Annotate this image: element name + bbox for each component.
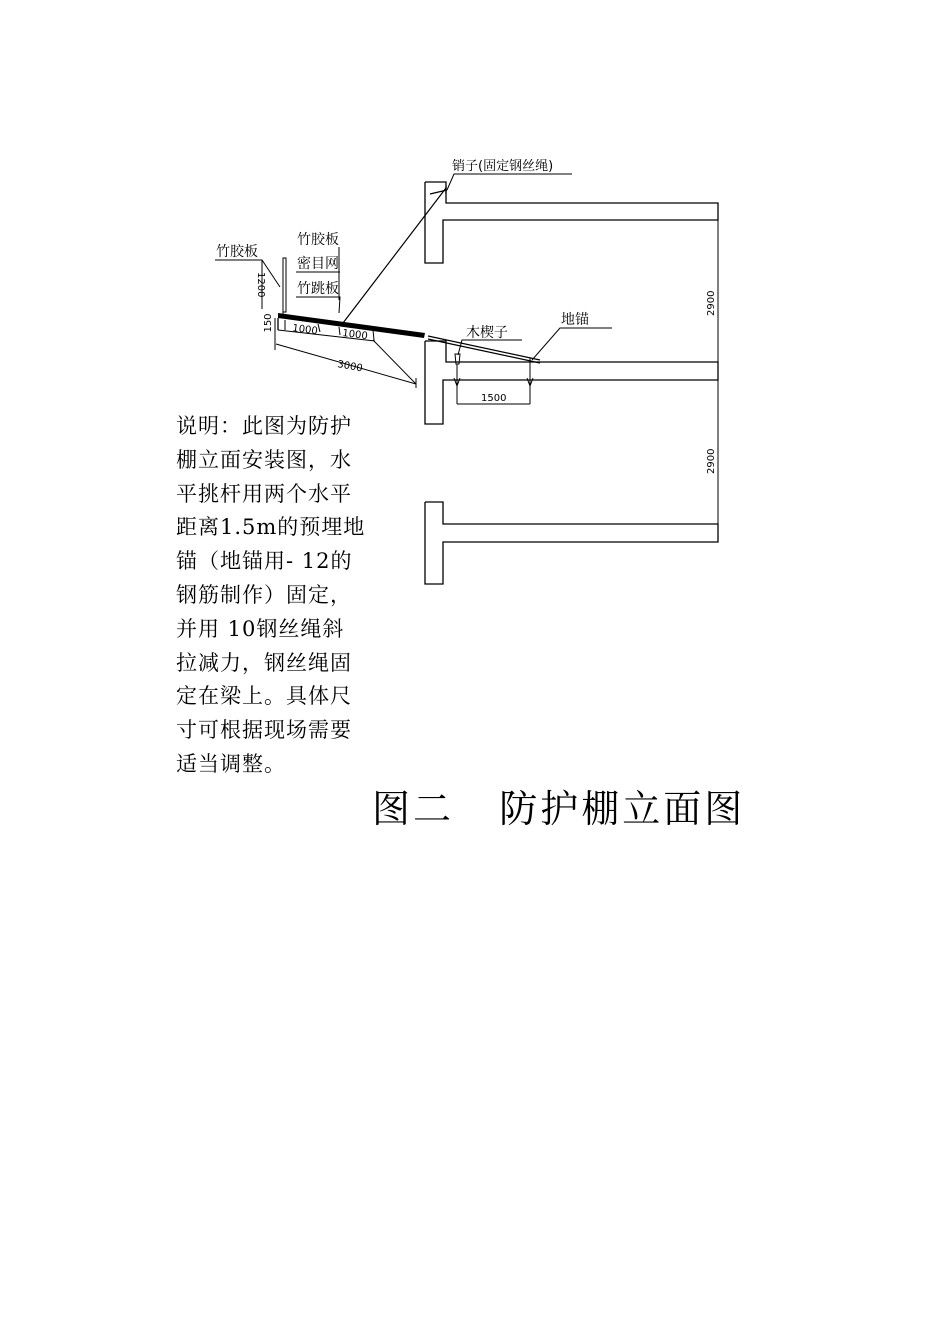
dim-text-2900-top: 2900 xyxy=(706,290,717,316)
note-line: 钢筋制作）固定， xyxy=(176,582,352,607)
dim-text-1500: 1500 xyxy=(481,393,507,404)
dim-text-1000b: 1000 xyxy=(341,328,369,343)
note-line: 拉减力，钢丝绳固 xyxy=(176,650,352,675)
steel-wire-rope xyxy=(343,188,446,323)
dim-text-3000: 3000 xyxy=(336,359,364,375)
note-line: 距离1.5m的预埋地 xyxy=(176,515,366,540)
label-ground-anchor: 地锚 xyxy=(561,312,589,328)
installation-note xyxy=(176,410,386,782)
leader-pin xyxy=(447,174,572,190)
label-dense-mesh: 密目网 xyxy=(297,256,339,272)
note-line: 平挑杆用两个水平 xyxy=(176,481,352,506)
note-line: 寸可根据现场需要 xyxy=(176,718,352,743)
dim-text-150: 150 xyxy=(263,313,274,333)
label-pin: 销子(固定钢丝绳) xyxy=(452,159,554,174)
leader-bamboo-plywood-left xyxy=(215,260,280,287)
wood-wedge-icon xyxy=(454,354,460,386)
label-bamboo-plywood-left: 竹胶板 xyxy=(216,244,258,260)
note-line: 锚（地锚用- 12的 xyxy=(176,549,353,574)
label-wood-wedge: 木楔子 xyxy=(466,325,508,341)
label-bamboo-board: 竹跳板 xyxy=(297,281,339,297)
floor-beam-middle xyxy=(425,341,718,424)
edge-board xyxy=(283,258,286,312)
leader-bamboo-board xyxy=(296,297,340,313)
label-bamboo-plywood-top: 竹胶板 xyxy=(297,232,339,248)
pin-icon xyxy=(430,186,447,194)
dim-text-1000a: 1000 xyxy=(291,323,319,338)
dim-text-1200: 1200 xyxy=(255,272,266,298)
floor-beam-top xyxy=(425,182,718,263)
floor-beam-lower xyxy=(425,502,718,584)
note-line: 并用 10钢丝绳斜 xyxy=(176,616,345,641)
note-line: 定在梁上。具体尺 xyxy=(176,684,352,709)
note-line: 棚立面安装图，水 xyxy=(176,447,352,472)
leader-ground-anchor xyxy=(532,328,612,360)
note-line: 适当调整。 xyxy=(176,751,286,776)
note-line: 说明：此图为防护 xyxy=(176,414,352,438)
dim-text-2900-middle: 2900 xyxy=(706,448,717,474)
figure-caption: 图二 防护棚立面图 xyxy=(372,787,746,831)
